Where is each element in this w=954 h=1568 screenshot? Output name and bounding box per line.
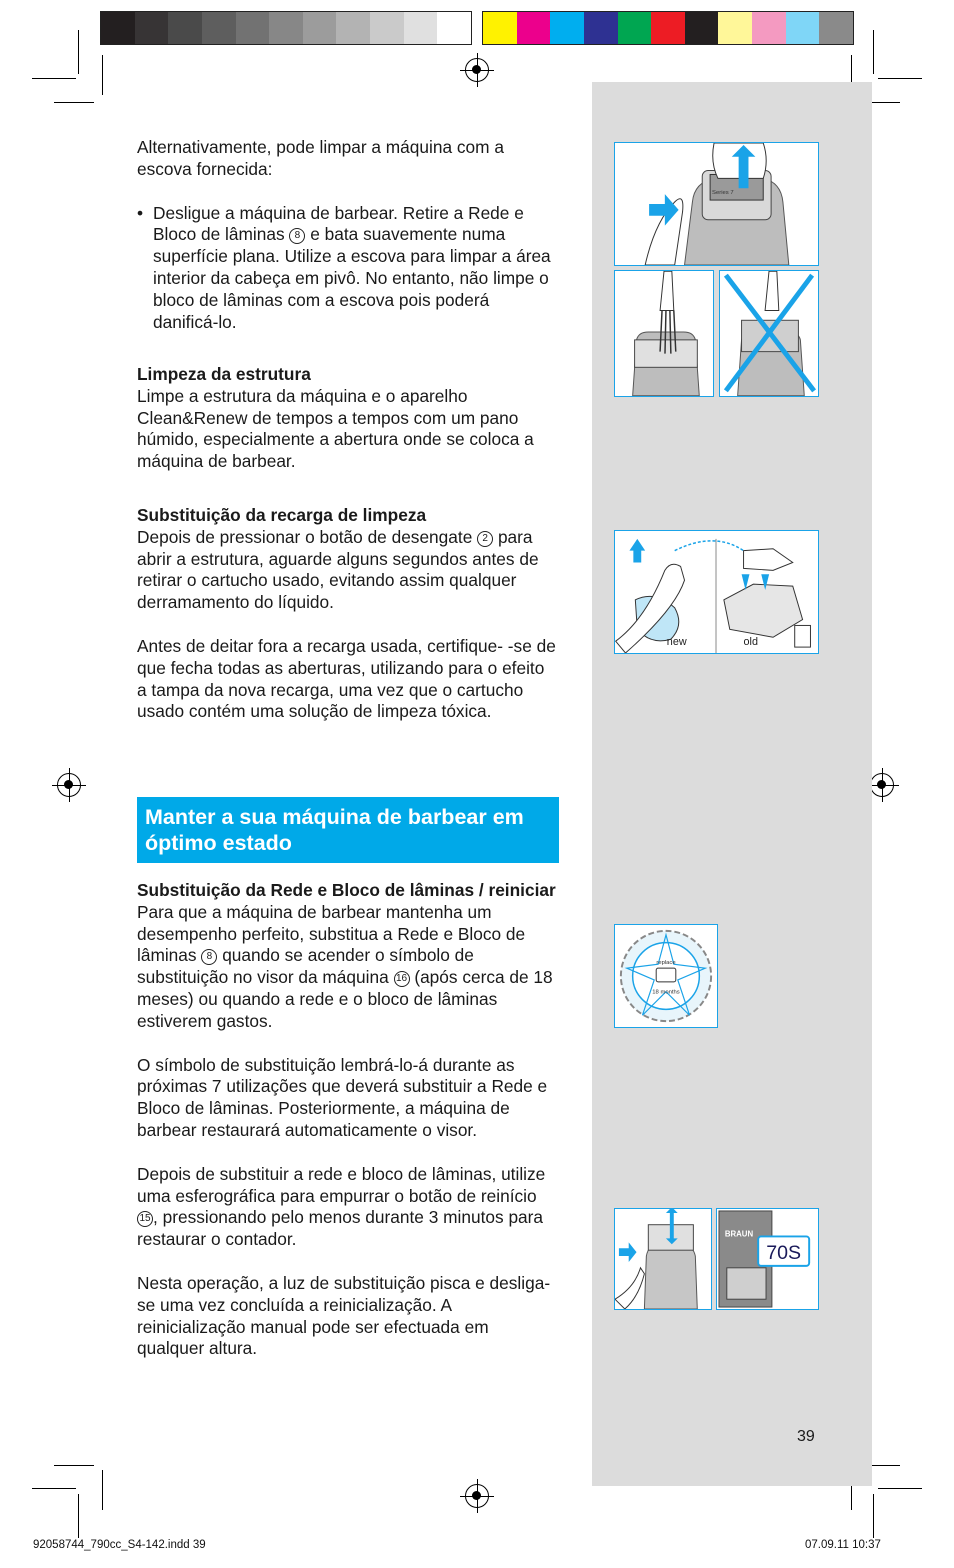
footer-file-info: 92058744_790cc_S4-142.indd 39: [33, 1539, 206, 1551]
footer-timestamp: 07.09.11 10:37: [805, 1539, 881, 1551]
figure-remove-foil: [614, 142, 819, 266]
figure-cartridge-replace: [614, 530, 819, 654]
color-swatch: [101, 12, 135, 44]
color-swatch: [752, 12, 786, 44]
color-swatch: [168, 12, 202, 44]
figure-replace-display: [614, 924, 718, 1028]
crop-mark: [32, 78, 76, 79]
pack-label: 70S: [766, 1242, 802, 1264]
cartridge-new-label: new: [666, 636, 687, 649]
color-swatch: [370, 12, 404, 44]
shaver-head-illustration: [615, 143, 818, 265]
color-swatch: [135, 12, 169, 44]
color-swatch: [336, 12, 370, 44]
color-bar-grays: [100, 11, 472, 45]
crop-mark: [878, 78, 922, 79]
bullet-item: [137, 203, 557, 334]
color-swatch: [404, 12, 438, 44]
color-swatch: [303, 12, 337, 44]
color-bar-colors: [482, 11, 854, 45]
cartridge-title: Substituição da recarga de limpeza: [137, 505, 427, 525]
color-swatch: [819, 12, 853, 44]
replace-text: replace: [656, 960, 676, 967]
crop-mark: [54, 1465, 94, 1466]
bullet-mark: •: [137, 202, 144, 223]
p3-part2: , pressionando pelo menos durante 3 minutos para restaurar o contador.: [137, 1207, 544, 1250]
reference-16: 16: [394, 971, 410, 987]
reference-8: 8: [289, 228, 305, 244]
color-swatch: [718, 12, 752, 44]
crop-mark: [102, 55, 103, 95]
cartridge-body-part2: para abrir a estrutura, aguarde alguns segundos antes de retirar o cartucho usado, evitando assim qualquer derramamento do líquido.: [137, 526, 539, 613]
bullet-text-part1: Desligue a máquina de barbear. Retire a Rede e Bloco de lâminas: [153, 202, 524, 245]
foil-replacement-p1: [137, 902, 557, 1033]
color-swatch: [550, 12, 584, 44]
cartridge-body: [137, 527, 557, 614]
foil-replacement-title: Substituição da Rede e Bloco de lâminas / reiniciar: [137, 880, 556, 900]
crop-mark: [54, 102, 94, 103]
color-swatch: [236, 12, 270, 44]
section-heading: Manter a sua máquina de barbear em óptimo estado: [137, 797, 559, 863]
crop-mark: [102, 1470, 103, 1510]
frame-cleaning-title: Limpeza da estrutura: [137, 364, 311, 384]
page-number: 39: [797, 1428, 815, 1445]
color-swatch: [651, 12, 685, 44]
p3-part1: Depois de substituir a rede e bloco de lâminas, utilize uma esferográfica para empurrar o botão de reinício: [137, 1163, 546, 1206]
registration-mark: [465, 1484, 489, 1508]
cartridge-old-label: old: [743, 636, 758, 649]
cartridge-section: [137, 505, 557, 723]
p1-part2: quando se acender o símbolo de substituição no visor da máquina: [137, 945, 474, 988]
crop-mark: [32, 1488, 76, 1489]
color-swatch: [584, 12, 618, 44]
foil-replacement-p3: [137, 1164, 557, 1251]
pack-brand: BRAUN: [724, 1229, 754, 1239]
bullet-text-part2: e bata suavemente numa superfície plana. Utilize a escova para limpar a área interior da cabeça em pivô. No entanto, não limpe o bloco de lâminas com a escova pois poderá danificá-lo.: [153, 224, 551, 332]
intro-paragraph: Alternativamente, pode limpar a máquina com a escova fornecida:: [137, 137, 504, 179]
registration-mark: [57, 773, 81, 797]
color-swatch: [202, 12, 236, 44]
series-label: Series 7: [712, 190, 734, 197]
color-swatch: [685, 12, 719, 44]
reference-2: 2: [477, 531, 493, 547]
figure-brush-clean: [614, 270, 714, 397]
intro-section: [137, 137, 557, 333]
frame-cleaning-section: [137, 364, 557, 473]
color-swatch: [437, 12, 471, 44]
color-swatch: [618, 12, 652, 44]
crop-mark: [873, 1494, 874, 1538]
reference-8: 8: [201, 949, 217, 965]
color-swatch: [517, 12, 551, 44]
foil-replacement-section: [137, 880, 557, 1360]
bullet-text: [153, 203, 557, 334]
figure-replacement-pack: [716, 1208, 819, 1310]
crop-mark: [78, 1494, 79, 1538]
frame-cleaning-body: Limpe a estrutura da máquina e o aparelho Clean&Renew de tempos a tempos com um pano húmido, especialmente a abertura onde se coloca a máquina de barbear.: [137, 385, 534, 472]
cartridge-body-part1: Depois de pressionar o botão de desengate: [137, 526, 473, 547]
cartridge-disposal-paragraph: Antes de deitar fora a recarga usada, certifique- -se de que fecha todas as aberturas, utilizando para o efeito a tampa da nova recarga, uma vez que o cartucho usado contém uma solução de limpeza tóxica.: [137, 635, 556, 722]
registration-mark: [870, 773, 894, 797]
crop-mark: [78, 30, 79, 74]
foil-replacement-p4: Nesta operação, a luz de substituição pisca e desliga-se uma vez concluída a reinicialização. A reinicialização manual pode ser efectuada em qualquer altura.: [137, 1272, 551, 1359]
foil-replacement-p2: O símbolo de substituição lembrá-lo-á durante as próximas 7 utilizações que deverá substituir a Rede e Bloco de lâminas. Posteriormente, a máquina de barbear restaurará automaticamente o visor.: [137, 1054, 548, 1140]
color-swatch: [269, 12, 303, 44]
crop-mark: [878, 1488, 922, 1489]
figure-reset-shaver: [614, 1208, 712, 1310]
registration-mark: [465, 58, 489, 82]
months-text: 18 months: [652, 989, 680, 996]
reference-15: 15: [137, 1211, 153, 1227]
color-swatch: [786, 12, 820, 44]
color-swatch: [483, 12, 517, 44]
p1-part3: (após cerca de 18 meses) ou quando a rede e o bloco de lâminas estiverem gastos.: [137, 967, 553, 1031]
p1-part1: Para que a máquina de barbear mantenha um desempenho perfeito, substitua a Rede e Bloco de lâminas: [137, 901, 526, 966]
crop-mark: [873, 30, 874, 74]
figure-no-brush-cutter: [719, 270, 819, 397]
